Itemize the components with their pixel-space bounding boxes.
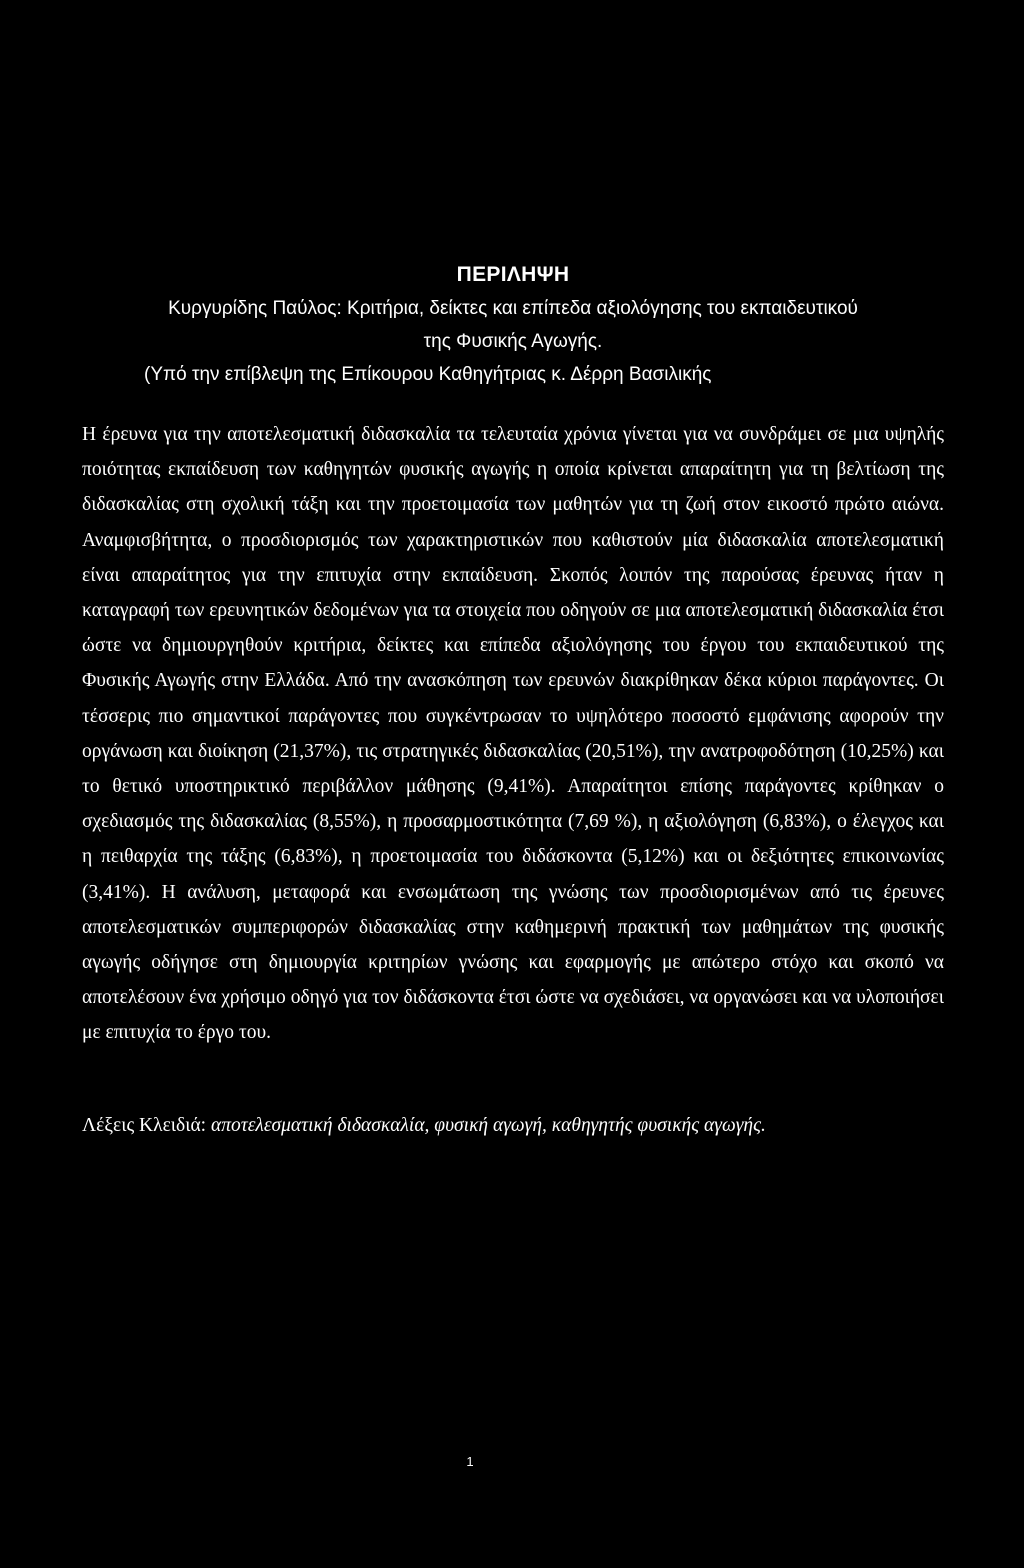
document-page [82, 258, 944, 1144]
keywords-paragraph [82, 1108, 944, 1144]
title-continuation: της Φυσικής Αγωγής. [423, 331, 603, 352]
author-title-line: Κυργυρίδης Παύλος: Κριτήρια, δείκτες και επίπεδα αξιολόγησης του εκπαιδευτικού [168, 298, 858, 319]
keywords-label: Λέξεις Κλειδιά: [82, 1114, 207, 1136]
page-number: 1 [466, 1454, 474, 1469]
abstract-body: Η έρευνα για την αποτελεσματική διδασκαλία τα τελευταία χρόνια γίνεται για να συνδράμει σε μια υψηλής ποιότητας εκπαίδευση των καθηγητών φυσικής αγωγής η οποία κρίνεται απαραίτητη για τη βελτίωση της διδασκαλίας στη σχολική τάξη και την προετοιμασία των μαθητών για τη ζωή στον εικοστό πρώτο αιώνα. Αναμφισβήτητα, ο προσδιορισμός των χαρακτηριστικών που καθιστούν μία διδασκαλία αποτελεσματική είναι απαραίτητος για την επιτυχία στην εκπαίδευση. Σκοπός λοιπόν της παρούσας έρευνας ήταν η καταγραφή των ερευνητικών δεδομένων για τα στοιχεία που οδηγούν σε μια αποτελεσματική διδασκαλία έτσι ώστε να δημιουργηθούν κριτήρια, δείκτες και επίπεδα αξιολόγησης του έργου του εκπαιδευτικού της Φυσικής Αγωγής στην Ελλάδα. Από την ανασκόπηση των ερευνών διακρίθηκαν δέκα κύριοι παράγοντες. Οι τέσσερις πιο σημαντικοί παράγοντες που συγκέντρωσαν το υψηλότερο ποσοστό εμφάνισης αφορούν την οργάνωση και διοίκηση (21,37%), τις στρατηγικές διδασκαλίας (20,51%), την ανατροφοδότηση (10,25%) και το θετικό υποστηρικτικό περιβάλλον μάθησης (9,41%). Απαραίτητοι επίσης παράγοντες κρίθηκαν ο σχεδιασμός της διδασκαλίας (8,55%), η προσαρμοστικότητα (7,69 %), η αξιολόγηση (6,83%), ο έλεγχος και η πειθαρχία της τάξης (6,83%), η προετοιμασία του διδάσκοντα (5,12%) και οι δεξιότητες επικοινωνίας (3,41%). Η ανάλυση, μεταφορά και ενσωμάτωση της γνώσης των προσδιορισμένων από τις έρευνες αποτελεσματικών συμπεριφορών διδασκαλίας στην καθημερινή πρακτική των μαθημάτων της φυσικής αγωγής οδήγησε στη δημιουργία κριτηρίων γνώσης και εφαρμογής με απώτερο στόχο και σκοπό να αποτελέσουν ένα χρήσιμο οδηγό για τον διδάσκοντα έτσι ώστε να σχεδιάσει, να οργανώσει και να υλοποιήσει με επιτυχία το έργο του. [82, 424, 944, 1044]
keywords-list: αποτελεσματική διδασκαλία, φυσική αγωγή, καθηγητής φυσικής αγωγής. [210, 1114, 766, 1136]
page-heading: ΠΕΡΙΛΗΨΗ [456, 263, 570, 286]
supervisor-line: (Υπό την επίβλεψη της Επίκουρου Καθηγήτριας κ. Δέρρη Βασιλικής [144, 364, 712, 385]
